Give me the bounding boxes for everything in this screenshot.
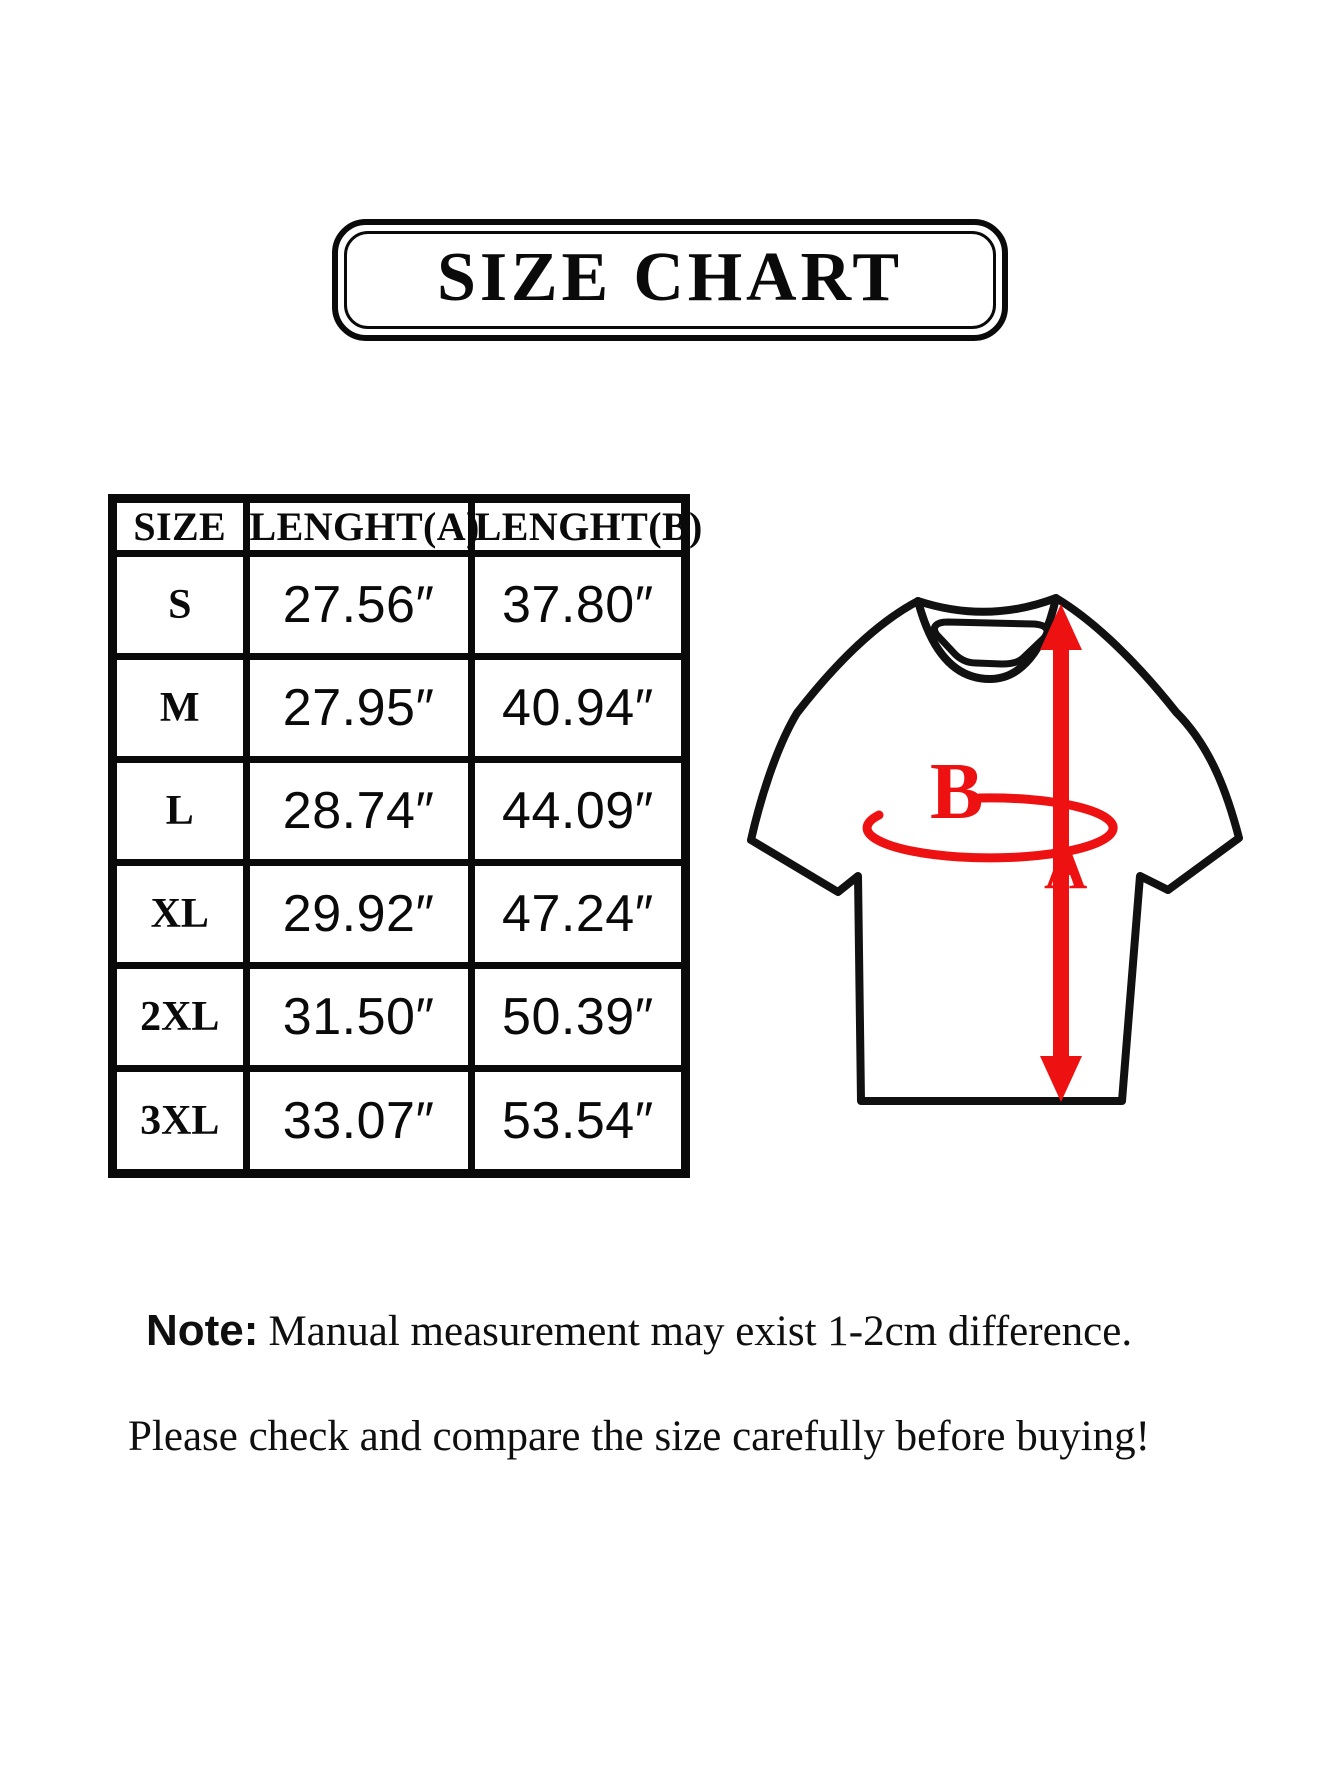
- column-header-length-a: LENGHT(A): [246, 499, 471, 554]
- tshirt-outline: [751, 598, 1239, 1101]
- size-table: [108, 494, 703, 1178]
- title-plate: [332, 219, 1008, 341]
- size-cell: XL: [113, 863, 247, 966]
- length-b-cell: 47.24″: [471, 863, 685, 966]
- length-b-cell: 50.39″: [471, 966, 685, 1069]
- page-title: SIZE CHART: [437, 239, 903, 316]
- table-row: [113, 863, 686, 966]
- tshirt-measurement-diagram: [620, 480, 1340, 1140]
- note-line-2: Please check and compare the size carefully before buying!: [128, 1413, 1150, 1460]
- length-a-cell: 27.56″: [246, 554, 471, 657]
- length-b-cell: 37.80″: [471, 554, 685, 657]
- size-cell: L: [113, 760, 247, 863]
- table-row: [113, 966, 686, 1069]
- length-b-cell: 44.09″: [471, 760, 685, 863]
- length-a-cell: 29.92″: [246, 863, 471, 966]
- column-header-size: SIZE: [113, 499, 247, 554]
- title-plate-inner-border: [344, 231, 996, 329]
- table-row: [113, 554, 686, 657]
- table-row: [113, 1069, 686, 1174]
- label-a: A: [1044, 835, 1088, 901]
- size-cell: 3XL: [113, 1069, 247, 1174]
- length-a-cell: 28.74″: [246, 760, 471, 863]
- size-cell: S: [113, 554, 247, 657]
- table-row: [113, 657, 686, 760]
- label-b: B: [930, 748, 984, 836]
- size-cell: 2XL: [113, 966, 247, 1069]
- table-header-row: [113, 499, 686, 554]
- size-cell: M: [113, 657, 247, 760]
- note-text-1: Manual measurement may exist 1-2cm difference.: [268, 1308, 1133, 1355]
- length-a-cell: 27.95″: [246, 657, 471, 760]
- length-a-cell: 33.07″: [246, 1069, 471, 1174]
- table-row: [113, 760, 686, 863]
- note-line-1: [146, 1306, 1132, 1356]
- length-a-cell: 31.50″: [246, 966, 471, 1069]
- note-prefix: Note:: [146, 1306, 259, 1355]
- length-b-cell: 40.94″: [471, 657, 685, 760]
- column-header-length-b: LENGHT(B): [471, 499, 685, 554]
- length-b-cell: 53.54″: [471, 1069, 685, 1174]
